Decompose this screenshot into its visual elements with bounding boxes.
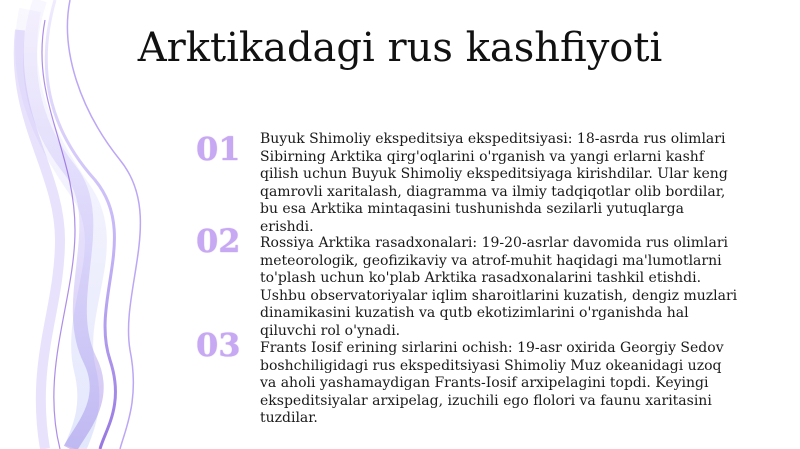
slide-title: Arktikadagi rus kashfiyoti: [137, 25, 663, 71]
item-text: Frants Iosif erining sirlarini ochish: 19-asr oxirida Georgiy Sedov boshchiligidagi rus ekspeditsiyasi Shimoliy Muz okeanidagi uzoq va aholi yashamaydigan Frants-Iosif arxipelagini topdi. Keyingi ekspeditsiyalar arxipelag, izuchili ego flolori va faunu xaritasini tuzdilar.: [260, 340, 724, 426]
item-number: 02: [196, 222, 241, 260]
item-text: Buyuk Shimoliy ekspeditsiya ekspeditsiyasi: 18-asrda rus olimlari Sibirning Arktika qirg'oqlarini o'rganish va yangi erlarni kashf qilish uchun Buyuk Shimoliy ekspeditsiyaga kirishdilar. Ular keng qamrovli xaritalash, diagramma va ilmiy tadqiqotlar olib bordilar, bu esa Arktika mintaqasini tushunishda sezilarli yutuqlarga erishdi.: [260, 131, 728, 235]
item-number: 03: [196, 326, 241, 364]
item-text: Rossiya Arktika rasadxonalari: 19-20-asrlar davomida rus olimlari meteorologik, geofizikaviy va atrof-muhit haqidagi ma'lumotlarni to'plash uchun ko'plab Arktika rasadxonalarini tashkil etishdi. Ushbu observatoriyalar iqlim sharoitlarini kuzatish, dengiz muzlari dinamikasini kuzatish va qutb ekotizimlarini o'rganishda hal qiluvchi rol o'ynadi.: [260, 235, 738, 339]
item-number: 01: [196, 130, 241, 168]
